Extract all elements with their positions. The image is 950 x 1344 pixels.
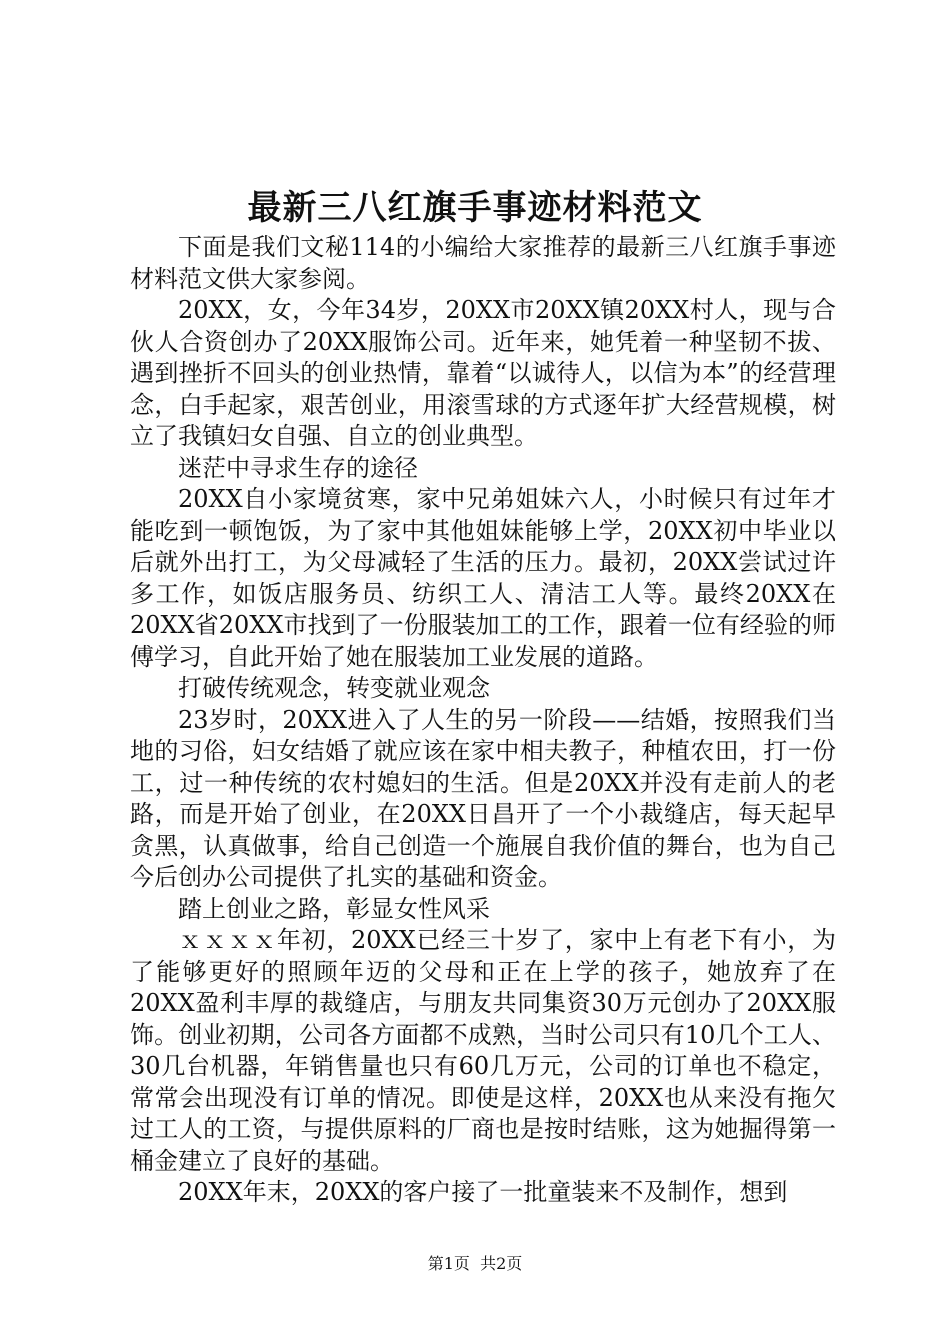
page-number-footer: 第1页 共2页 [427, 1254, 523, 1273]
paragraph-intro: 下面是我们文秘114的小编给大家推荐的最新三八红旗手事迹材料范文供大家参阅。 [130, 233, 836, 293]
paragraph-year-end: 20XX年末，20XX的客户接了一批童装来不及制作，想到 [178, 1178, 788, 1206]
document-title: 最新三八红旗手事迹材料范文 [247, 188, 703, 228]
section-heading-entrepreneurship: 踏上创业之路，彰显女性风采 [178, 894, 490, 923]
document-body [130, 232, 836, 1209]
section-heading-survival: 迷茫中寻求生存的途径 [178, 453, 418, 482]
paragraph-company-founding: ｘｘｘｘ年初，20XX已经三十岁了，家中上有老下有小，为了能够更好的照顾年迈的父母和正在上学的孩子，她放弃了在20XX盈利丰厚的裁缝店，与朋友共同集资30万元创办了20XX服饰。创业初期，公司各方面都不成熟，当时公司只有10几个工人、30几台机器，年销售量也只有60几万元，公司的订单也不稳定，常常会出现没有订单的情况。即使是这样，20XX也从来没有拖欠过工人的工资，与提供原料的厂商也是按时结账，这为她掘得第一桶金建立了良好的基础。 [130, 926, 836, 1175]
paragraph-childhood: 20XX自小家境贫寒，家中兄弟姐妹六人，小时候只有过年才能吃到一顿饱饭，为了家中其他姐妹能够上学，20XX初中毕业以后就外出打工，为父母减轻了生活的压力。最初，20XX尝试过许多工作，如饭店服务员、纺织工人、清洁工人等。最终20XX在20XX省20XX市找到了一份服装加工的工作，跟着一位有经验的师傅学习，自此开始了她在服装加工业发展的道路。 [130, 485, 836, 671]
paragraph-marriage: 23岁时，20XX进入了人生的另一阶段——结婚，按照我们当地的习俗，妇女结婚了就应该在家中相夫教子，种植农田，打一份工，过一种传统的农村媳妇的生活。但是20XX并没有走前人的老路，而是开始了创业，在20XX日昌开了一个小裁缝店，每天起早贪黑，认真做事，给自己创造一个施展自我价值的舞台，也为自己今后创办公司提供了扎实的基础和资金。 [130, 705, 836, 891]
section-heading-tradition: 打破传统观念，转变就业观念 [178, 674, 490, 702]
paragraph-profile: 20XX，女，今年34岁，20XX市20XX镇20XX村人，现与合伙人合资创办了20XX服饰公司。近年来，她凭着一种坚韧不拔、遇到挫折不回头的创业热情，靠着“以诚待人，以信为本”的经营理念，白手起家，艰苦创业，用滚雪球的方式逐年扩大经营规模，树立了我镇妇女自强、自立的创业典型。 [130, 296, 836, 450]
